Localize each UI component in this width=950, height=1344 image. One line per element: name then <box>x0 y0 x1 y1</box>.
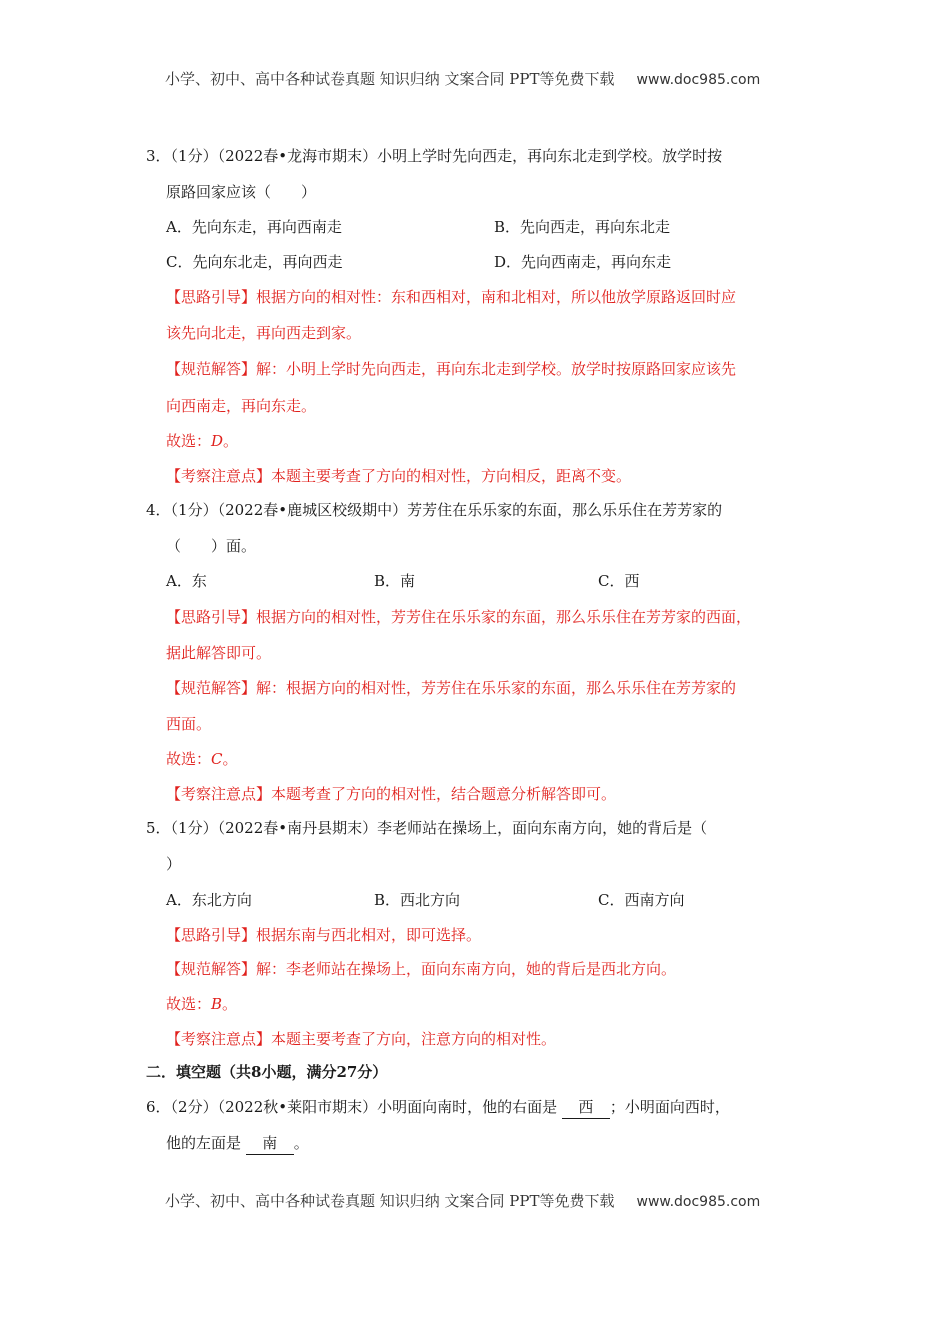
footer-text: 小学、初中、高中各种试卷真题 知识归纳 文案合同 PPT等免费下载 <box>165 1192 615 1210</box>
q3-answer-value: D <box>211 432 224 450</box>
q6-text-b: ；小明面向西时， <box>609 1098 730 1116</box>
q4-stem-line1: 4．（1分）（2022春•鹿城区校级期中）芳芳住在乐乐家的东面，那么乐乐住在芳芳家的 <box>146 501 723 519</box>
q4-solution-text: 解：根据方向的相对性，芳芳住在乐乐家的东面，那么乐乐住在芳芳家的 <box>256 679 737 697</box>
q5-answer-value: B <box>211 995 223 1013</box>
page-header <box>165 68 805 89</box>
q3-hint-line1 <box>166 286 736 308</box>
q5-solution-line1 <box>166 958 676 980</box>
q3-option-d: D．先向西南走，再向东走 <box>494 253 672 271</box>
q3-solution-line2: 向西南走，再向东走。 <box>166 397 317 415</box>
q5-option-a: A．东北方向 <box>166 891 252 909</box>
q5-note <box>166 1028 556 1050</box>
q5-note-tag: 【考察注意点】 <box>166 1030 272 1048</box>
q3-option-c: C．先向东北走，再向西走 <box>166 253 343 271</box>
page-footer <box>165 1190 805 1211</box>
q4-solution-line1 <box>166 677 736 699</box>
q4-option-b: B．南 <box>374 572 416 590</box>
q3-solution-tag: 【规范解答】 <box>166 360 257 378</box>
q5-stem-line1: 5．（1分）（2022春•南丹县期末）李老师站在操场上，面向东南方向，她的背后是（ <box>146 819 708 837</box>
q3-hint-text: 根据方向的相对性：东和西相对，南和北相对，所以他放学原路返回时应 <box>256 288 737 306</box>
q6-blank-1: 西 <box>562 1096 610 1119</box>
q5-answer-end: 。 <box>222 995 238 1013</box>
q5-hint-text: 根据东南与西北相对，即可选择。 <box>256 926 482 944</box>
q6-text-d: 。 <box>293 1134 309 1152</box>
q5-note-text: 本题主要考查了方向，注意方向的相对性。 <box>271 1030 557 1048</box>
q4-note-text: 本题考查了方向的相对性，结合题意分析解答即可。 <box>271 785 617 803</box>
q4-hint-line2: 据此解答即可。 <box>166 644 272 662</box>
q5-answer-label: 故选： <box>166 995 212 1013</box>
q5-hint-line1 <box>166 924 481 946</box>
q6-text-c: 他的左面是 <box>166 1134 246 1152</box>
q4-solution-tag: 【规范解答】 <box>166 679 257 697</box>
q6-stem-line1 <box>146 1096 730 1119</box>
q5-answer <box>166 993 237 1015</box>
q6-text-a: 6．（2分）（2022秋•莱阳市期末）小明面向南时，他的右面是 <box>146 1098 562 1116</box>
q3-note-text: 本题主要考查了方向的相对性，方向相反，距离不变。 <box>271 467 632 485</box>
q4-hint-line1 <box>166 606 751 628</box>
q3-stem-line1: 3．（1分）（2022春•龙海市期末）小明上学时先向西走，再向东北走到学校。放学时按 <box>146 147 723 165</box>
q3-note-tag: 【考察注意点】 <box>166 467 272 485</box>
q4-answer <box>166 748 238 770</box>
q4-answer-end: 。 <box>222 750 238 768</box>
q4-answer-value: C <box>211 750 223 768</box>
q6-stem-line2 <box>166 1132 309 1155</box>
q3-answer-label: 故选： <box>166 432 212 450</box>
q4-option-c: C．西 <box>598 572 640 590</box>
q5-solution-text: 解：李老师站在操场上，面向东南方向，她的背后是西北方向。 <box>256 960 677 978</box>
footer-site-link[interactable]: www.doc985.com <box>636 1194 761 1210</box>
q4-hint-text: 根据方向的相对性，芳芳住在乐乐家的东面，那么乐乐住在芳芳家的西面， <box>256 608 752 626</box>
q5-solution-tag: 【规范解答】 <box>166 960 257 978</box>
q3-hint-line2: 该先向北走，再向西走到家。 <box>166 324 362 342</box>
q3-answer-end: 。 <box>223 432 239 450</box>
q3-note <box>166 465 631 487</box>
section-2-title: 二．填空题（共8小题，满分27分） <box>146 1063 388 1081</box>
q5-option-b: B．西北方向 <box>374 891 461 909</box>
q6-blank-2: 南 <box>246 1132 294 1155</box>
q5-option-c: C．西南方向 <box>598 891 685 909</box>
q3-answer <box>166 430 238 452</box>
q4-answer-label: 故选： <box>166 750 212 768</box>
q4-hint-tag: 【思路引导】 <box>166 608 257 626</box>
q4-stem-line2: （ ）面。 <box>166 537 257 555</box>
q4-note-tag: 【考察注意点】 <box>166 785 272 803</box>
q3-solution-line1 <box>166 358 736 380</box>
q3-option-b: B．先向西走，再向东北走 <box>494 218 671 236</box>
header-text: 小学、初中、高中各种试卷真题 知识归纳 文案合同 PPT等免费下载 <box>165 70 615 88</box>
q5-stem-line2: ） <box>166 855 182 873</box>
q4-solution-line2: 西面。 <box>166 715 212 733</box>
q4-option-a: A．东 <box>166 572 207 590</box>
header-site-link[interactable]: www.doc985.com <box>636 72 761 88</box>
q3-solution-text: 解：小明上学时先向西走，再向东北走到学校。放学时按原路回家应该先 <box>256 360 737 378</box>
q3-option-a: A．先向东走，再向西南走 <box>166 218 342 236</box>
q5-hint-tag: 【思路引导】 <box>166 926 257 944</box>
q3-hint-tag: 【思路引导】 <box>166 288 257 306</box>
q4-note <box>166 783 616 805</box>
q3-stem-line2: 原路回家应该（ ） <box>166 183 317 201</box>
